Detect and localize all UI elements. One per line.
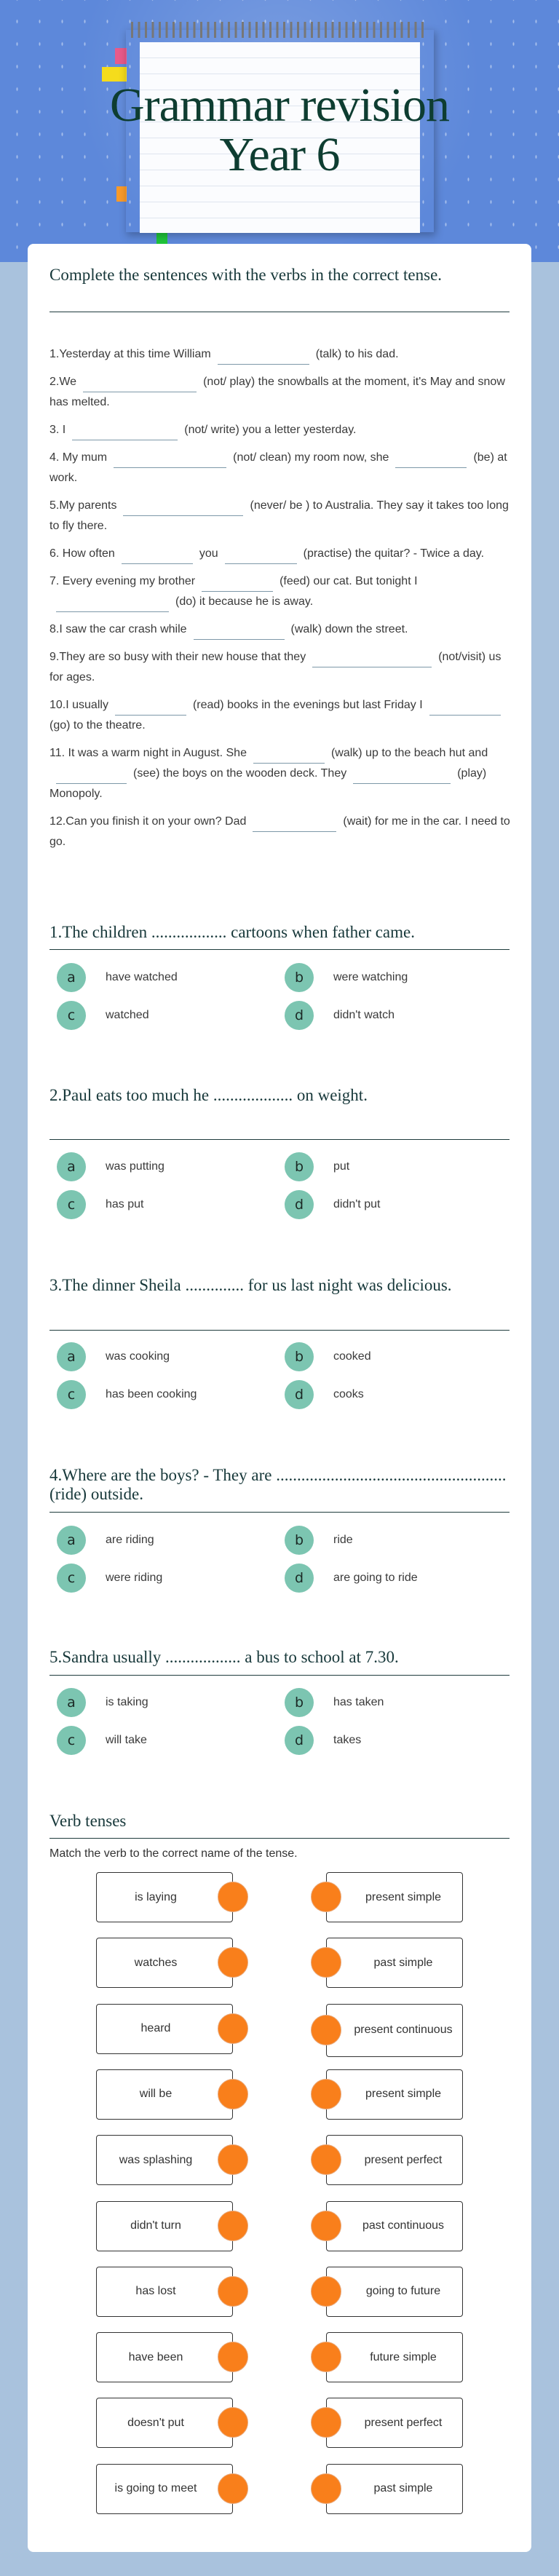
option-label: has been cooking (106, 1388, 197, 1400)
option-label: watched (106, 1009, 149, 1021)
option-label: cooked (333, 1350, 371, 1363)
answer-blank-input[interactable] (253, 750, 325, 764)
sentence-text: (never/ be ) to Australia. They say it takes too long to fly there. (49, 499, 509, 532)
answer-option-b[interactable] (285, 1688, 384, 1717)
sentence-text: 5.My parents (49, 499, 117, 512)
answer-blank-input[interactable] (115, 702, 186, 716)
option-letter-d-icon[interactable]: d (285, 1380, 314, 1409)
option-label: were watching (333, 971, 408, 983)
match-item-verb[interactable]: didn't turn (96, 2201, 233, 2251)
match-connector-right-icon[interactable] (311, 2276, 341, 2307)
option-letter-a-icon[interactable]: a (57, 1342, 86, 1371)
option-letter-b-icon[interactable]: b (285, 963, 314, 992)
option-label: are going to ride (333, 1572, 418, 1584)
option-label: didn't put (333, 1198, 381, 1210)
answer-option-d[interactable] (285, 1001, 395, 1030)
option-label: has taken (333, 1696, 384, 1708)
option-letter-b-icon[interactable]: b (285, 1688, 314, 1717)
option-letter-c-icon[interactable]: c (57, 1726, 86, 1755)
answer-option-a[interactable] (57, 963, 178, 992)
divider (49, 949, 510, 950)
answer-option-c[interactable] (57, 1726, 147, 1755)
option-letter-a-icon[interactable]: a (57, 963, 86, 992)
match-item-tense[interactable]: going to future (326, 2267, 463, 2317)
option-label: were riding (106, 1572, 163, 1584)
answer-blank-input[interactable] (123, 502, 243, 516)
answer-option-a[interactable] (57, 1152, 164, 1181)
match-connector-right-icon[interactable] (311, 1947, 341, 1978)
sentence-text: (not/ write) you a letter yesterday. (184, 424, 357, 436)
match-item-tense[interactable]: present continuous (326, 2004, 463, 2057)
question-text: 4.Where are the boys? - They are ....................................................... (ride) outside. (49, 1466, 507, 1503)
answer-option-b[interactable] (285, 1342, 371, 1371)
answer-blank-input[interactable] (83, 379, 197, 392)
match-connector-right-icon[interactable] (311, 2342, 341, 2372)
option-label: has put (106, 1198, 144, 1210)
sentence-text: (walk) up to the beach hut and (330, 747, 488, 759)
match-connector-right-icon[interactable] (311, 2015, 341, 2045)
sentence (49, 448, 511, 488)
sentence-text: 9.They are so busy with their new house that they (49, 651, 306, 663)
option-letter-a-icon[interactable]: a (57, 1688, 86, 1717)
option-letter-a-icon[interactable]: a (57, 1152, 86, 1181)
match-connector-left-icon[interactable] (218, 1947, 248, 1978)
answer-blank-input[interactable] (56, 598, 169, 612)
sentence-text: (wait) for me in the car. I need to go. (49, 815, 510, 848)
sentence-text: 6. How often (49, 547, 115, 560)
option-label: was cooking (106, 1350, 170, 1363)
answer-option-c[interactable] (57, 1001, 149, 1030)
divider (49, 1330, 510, 1331)
sentence-text: (talk) to his dad. (315, 348, 399, 360)
sentence (49, 496, 511, 536)
option-label: have watched (106, 971, 178, 983)
sentence-text: (be) at work. (49, 451, 507, 484)
header-banner (0, 0, 559, 262)
answer-option-c[interactable] (57, 1564, 162, 1593)
sentence-text: 8.I saw the car crash while (49, 623, 187, 635)
sentence-text: (practise) the quitar? - Twice a day. (303, 547, 485, 560)
sentence (49, 647, 511, 688)
option-label: are riding (106, 1534, 154, 1546)
match-connector-right-icon[interactable] (311, 2079, 341, 2109)
answer-option-a[interactable] (57, 1526, 154, 1555)
match-connector-right-icon[interactable] (311, 2473, 341, 2504)
match-item-tense[interactable]: past simple (326, 1938, 463, 1988)
answer-blank-input[interactable] (194, 626, 285, 640)
answer-blank-input[interactable] (56, 770, 127, 784)
match-connector-left-icon[interactable] (218, 2211, 248, 2241)
divider (49, 1675, 510, 1676)
option-label: didn't watch (333, 1009, 395, 1021)
answer-blank-input[interactable] (312, 654, 432, 667)
answer-option-d[interactable] (285, 1564, 418, 1593)
option-letter-d-icon[interactable]: d (285, 1190, 314, 1219)
sentence (49, 812, 511, 852)
match-connector-left-icon[interactable] (218, 2342, 248, 2372)
sentence-text: (not/ play) the snowballs at the moment, it's May and snow has melted. (49, 376, 505, 408)
sentence (49, 695, 511, 736)
option-label: cooks (333, 1388, 364, 1400)
sentence-text: 4. My mum (49, 451, 108, 464)
sentence-text: (go) to the theatre. (49, 719, 146, 732)
option-label: put (333, 1160, 350, 1173)
notebook-spiral (131, 22, 426, 38)
match-item-verb[interactable]: have been (96, 2332, 233, 2382)
match-item-tense[interactable]: present simple (326, 1872, 463, 1922)
option-letter-d-icon[interactable]: d (285, 1564, 314, 1593)
match-connector-left-icon[interactable] (218, 2473, 248, 2504)
sentence (49, 544, 511, 564)
match-item-verb[interactable]: doesn't put (96, 2398, 233, 2448)
matching-title: Verb tenses (49, 1812, 127, 1830)
sentence (49, 372, 511, 413)
option-label: ride (333, 1534, 353, 1546)
sentence-text: 1.Yesterday at this time William (49, 348, 211, 360)
answer-blank-input[interactable] (353, 770, 451, 784)
sentence-text: (see) the boys on the wooden deck. They (133, 767, 347, 780)
match-connector-left-icon[interactable] (218, 2276, 248, 2307)
option-label: was putting (106, 1160, 164, 1173)
fill-in-sentences (49, 344, 511, 860)
match-item-verb[interactable]: is laying (96, 1872, 233, 1922)
option-letter-a-icon[interactable]: a (57, 1526, 86, 1555)
option-label: will take (106, 1734, 147, 1746)
answer-option-b[interactable] (285, 963, 408, 992)
match-connector-right-icon[interactable] (311, 1882, 341, 1912)
answer-blank-input[interactable] (114, 454, 226, 468)
sentence-text: 7. Every evening my brother (49, 575, 196, 587)
sentence-text: 2.We (49, 376, 77, 388)
answer-blank-input[interactable] (202, 578, 273, 592)
page-title-line2: Year 6 (219, 128, 340, 181)
question-text: 1.The children .................. cartoons when father came. (49, 923, 415, 941)
matching-instruction: Match the verb to the correct name of the tense. (49, 1847, 298, 1860)
option-label: takes (333, 1734, 362, 1746)
match-item-tense[interactable]: past simple (326, 2464, 463, 2514)
option-letter-b-icon[interactable]: b (285, 1342, 314, 1371)
match-item-verb[interactable]: has lost (96, 2267, 233, 2317)
divider (49, 1139, 510, 1140)
sentence-text: (play) Monopoly. (49, 767, 487, 800)
answer-option-a[interactable] (57, 1342, 170, 1371)
match-connector-left-icon[interactable] (218, 2013, 248, 2044)
match-connector-left-icon[interactable] (218, 1882, 248, 1912)
answer-option-d[interactable] (285, 1726, 361, 1755)
answer-option-c[interactable] (57, 1380, 197, 1409)
sentence-text: (not/ clean) my room now, she (233, 451, 389, 464)
match-item-tense[interactable]: past continuous (326, 2201, 463, 2251)
option-letter-c-icon[interactable]: c (57, 1380, 86, 1409)
option-letter-c-icon[interactable]: c (57, 1190, 86, 1219)
match-item-verb[interactable]: will be (96, 2069, 233, 2120)
divider (49, 1838, 510, 1839)
sentence-text: 10.I usually (49, 699, 108, 711)
sentence-text: (feed) our cat. But tonight I (280, 575, 418, 587)
match-item-tense[interactable]: present perfect (326, 2135, 463, 2185)
answer-blank-input[interactable] (72, 427, 178, 440)
option-letter-c-icon[interactable]: c (57, 1564, 86, 1593)
question-text: 3.The dinner Sheila .............. for us last night was delicious. (49, 1276, 452, 1294)
sentence-text: 12.Can you finish it on your own? Dad (49, 815, 247, 828)
green-tab (156, 231, 167, 245)
match-connector-left-icon[interactable] (218, 2144, 248, 2175)
option-letter-b-icon[interactable]: b (285, 1152, 314, 1181)
sentence-text: (do) it because he is away. (175, 595, 314, 608)
answer-blank-input[interactable] (225, 550, 297, 564)
option-letter-c-icon[interactable]: c (57, 1001, 86, 1030)
sentence (49, 619, 511, 640)
page-title-line1: Grammar revision (109, 79, 449, 132)
match-item-tense[interactable]: present simple (326, 2069, 463, 2120)
sentence-text: you (199, 547, 218, 560)
sentence (49, 571, 511, 612)
match-connector-right-icon[interactable] (311, 2144, 341, 2175)
match-connector-right-icon[interactable] (311, 2211, 341, 2241)
sentence (49, 344, 511, 365)
match-item-verb[interactable]: is going to meet (96, 2464, 233, 2514)
question-text: 5.Sandra usually .................. a bus to school at 7.30. (49, 1648, 399, 1666)
option-label: is taking (106, 1696, 148, 1708)
option-letter-d-icon[interactable]: d (285, 1726, 314, 1755)
sentence-text: 3. I (49, 424, 66, 436)
match-item-verb[interactable]: heard (96, 2004, 233, 2054)
sentence (49, 743, 511, 804)
answer-option-b[interactable] (285, 1526, 353, 1555)
match-item-tense[interactable]: future simple (326, 2332, 463, 2382)
answer-blank-input[interactable] (429, 702, 501, 716)
answer-option-c[interactable] (57, 1190, 143, 1219)
answer-blank-input[interactable] (122, 550, 193, 564)
answer-option-d[interactable] (285, 1380, 364, 1409)
sentence-text: 11. It was a warm night in August. She (49, 747, 247, 759)
divider (49, 1512, 510, 1513)
option-letter-b-icon[interactable]: b (285, 1526, 314, 1555)
sentence-text: (walk) down the street. (290, 623, 408, 635)
option-letter-d-icon[interactable]: d (285, 1001, 314, 1030)
answer-option-a[interactable] (57, 1688, 148, 1717)
question-text: 2.Paul eats too much he ................... on weight. (49, 1086, 368, 1104)
answer-blank-input[interactable] (253, 818, 336, 832)
fill-in-instruction: Complete the sentences with the verbs in the correct tense. (49, 266, 443, 284)
match-item-verb[interactable]: watches (96, 1938, 233, 1988)
match-item-tense[interactable]: present perfect (326, 2398, 463, 2448)
answer-blank-input[interactable] (218, 351, 309, 365)
match-item-verb[interactable]: was splashing (96, 2135, 233, 2185)
sentence-text: (read) books in the evenings but last Friday I (192, 699, 423, 711)
answer-option-d[interactable] (285, 1190, 380, 1219)
sentence-text: (not/visit) us for ages. (49, 651, 501, 683)
sentence (49, 420, 511, 440)
answer-blank-input[interactable] (395, 454, 467, 468)
answer-option-b[interactable] (285, 1152, 349, 1181)
match-connector-left-icon[interactable] (218, 2079, 248, 2109)
